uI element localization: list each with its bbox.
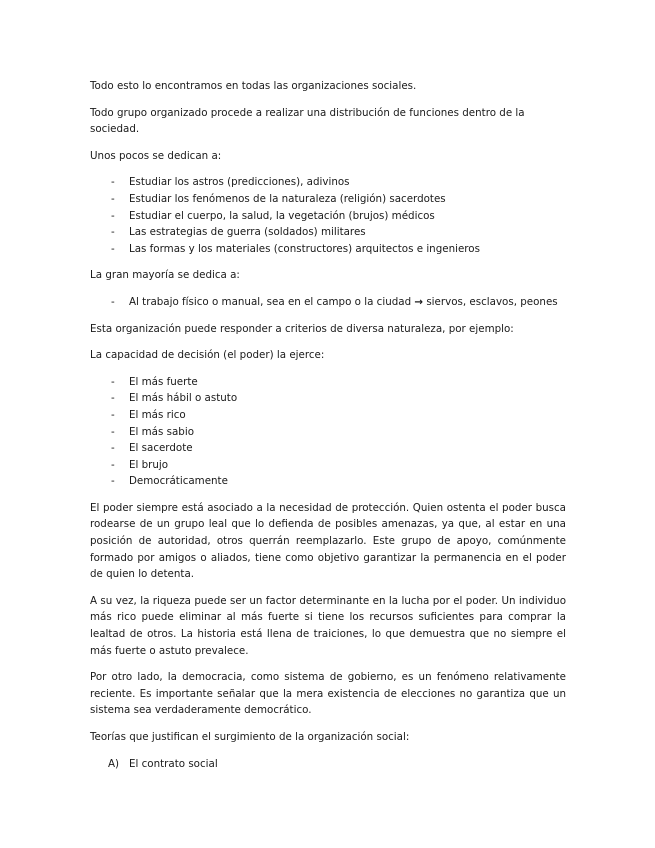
- list-item: - El sacerdote: [90, 440, 566, 457]
- dash-bullet: -: [111, 375, 115, 388]
- paragraph-theories: Teorías que justifican el surgimiento de la organización social:: [90, 731, 410, 743]
- dash-bullet: -: [111, 458, 115, 471]
- dash-bullet: -: [111, 408, 115, 421]
- dash-bullet: -: [111, 176, 115, 189]
- document-page: [90, 78, 566, 772]
- paragraph-majority: La gran mayoría se dedica a:: [90, 269, 240, 282]
- list-item: - Estudiar el cuerpo, la salud, la vegetación (brujos) médicos: [90, 208, 566, 225]
- list-item: - El más rico: [90, 407, 566, 424]
- dash-bullet: -: [111, 392, 115, 405]
- list-item: - El más hábil o astuto: [90, 390, 566, 407]
- list-item: - Las formas y los materiales (constructores) arquitectos e ingenieros: [90, 241, 566, 258]
- paragraph-power: La capacidad de decisión (el poder) la ejerce:: [90, 349, 325, 362]
- dash-bullet: -: [111, 295, 115, 308]
- dash-bullet: -: [111, 192, 115, 205]
- paragraph-wealth: A su vez, la riqueza puede ser un factor determinante en la lucha por el poder. Un individuo más rico puede eliminar al más fuerte si tiene los recursos suficientes para comprar la lealtad de otros. La historia está llena de traiciones, lo que demuestra que no siempre el más fuerte o astuto prevalece.: [90, 594, 566, 657]
- list-marker: A): [108, 757, 120, 770]
- list-item: - Estudiar los fenómenos de la naturaleza (religión) sacerdotes: [90, 191, 566, 208]
- dash-bullet: -: [111, 425, 115, 438]
- paragraph-criteria: Esta organización puede responder a criterios de diversa naturaleza, por ejemplo:: [90, 322, 514, 335]
- dash-bullet: -: [111, 442, 115, 455]
- list-item: - El más sabio: [90, 424, 566, 441]
- list-item: - Al trabajo físico o manual, sea en el campo o la ciudad → siervos, esclavos, peones: [90, 294, 566, 311]
- list-item: - El brujo: [90, 457, 566, 474]
- list-majority-dedicate: [90, 294, 566, 311]
- list-item: - El más fuerte: [90, 374, 566, 391]
- list-item: - Las estrategias de guerra (soldados) militares: [90, 224, 566, 241]
- list-few-dedicate: [90, 174, 566, 257]
- dash-bullet: -: [111, 475, 115, 488]
- list-item: - Democráticamente: [90, 473, 566, 490]
- paragraph-few: Unos pocos se dedican a:: [90, 149, 222, 162]
- dash-bullet: -: [111, 209, 115, 222]
- list-theories: [90, 756, 566, 773]
- right-arrow-icon: →: [414, 295, 424, 308]
- paragraph-distribution: Todo grupo organizado procede a realizar una distribución de funciones dentro de la sociedad.: [90, 106, 525, 136]
- list-item: A) El contrato social: [90, 756, 566, 773]
- list-power-holders: [90, 374, 566, 490]
- dash-bullet: -: [111, 226, 115, 239]
- paragraph-protection: El poder siempre está asociado a la necesidad de protección. Quien ostenta el poder busca rodearse de un grupo leal que lo defienda de posibles amenazas, ya que, al estar en una posición de autoridad, otros querrán reemplazarlo. Este grupo de apoyo, comúnmente formado por amigos o aliados, tiene como objetivo garantizar la permanencia en el poder de quien lo detenta.: [90, 501, 566, 581]
- list-item: - Estudiar los astros (predicciones), adivinos: [90, 174, 566, 191]
- paragraph-intro: Todo esto lo encontramos en todas las organizaciones sociales.: [90, 80, 417, 92]
- dash-bullet: -: [111, 242, 115, 255]
- paragraph-democracy: Por otro lado, la democracia, como sistema de gobierno, es un fenómeno relativamente reciente. Es importante señalar que la mera existencia de elecciones no garantiza que un sistema sea verdaderamente democrático.: [90, 671, 566, 717]
